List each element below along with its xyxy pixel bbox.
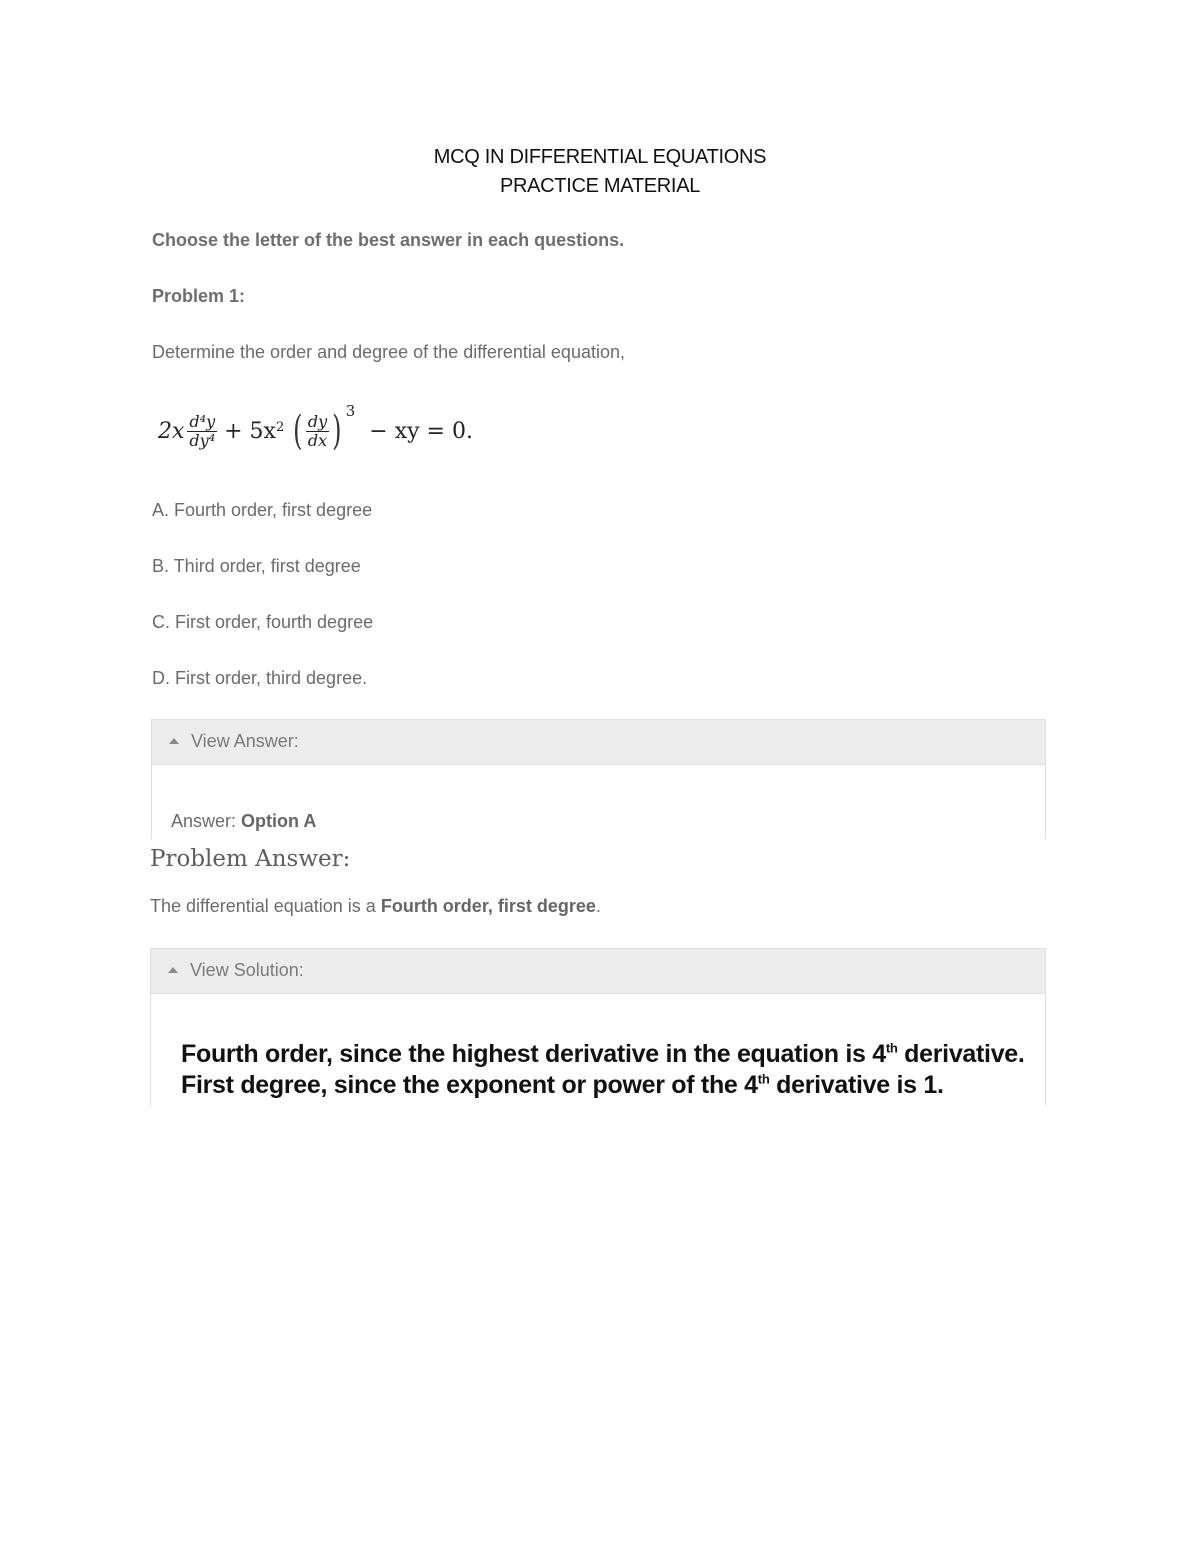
solution-line-1-prefix: Fourth order, since the highest derivative in the equation is 4 <box>181 1040 886 1068</box>
eq-plus-term: + 5x <box>224 418 276 444</box>
eq-cube-exponent: 3 <box>345 402 356 420</box>
solution-line-2-prefix: First degree, since the exponent or power of the 4 <box>181 1071 758 1099</box>
eq-frac1-denominator: dy⁴ <box>189 430 216 450</box>
eq-fraction-1 <box>187 413 217 450</box>
eq-left-paren: ( <box>293 408 303 454</box>
solution-line-2 <box>181 1071 944 1100</box>
caret-up-icon <box>168 967 178 973</box>
title-line-1: MCQ IN DIFFERENTIAL EQUATIONS <box>433 146 767 168</box>
document-title <box>0 143 1200 201</box>
solution-line-1-suffix: derivative. <box>897 1040 1025 1068</box>
question-text: Determine the order and degree of the differential equation, <box>152 342 625 362</box>
option-d: D. First order, third degree. <box>152 668 368 688</box>
eq-coef-1: 2x <box>158 418 185 444</box>
problem-answer-suffix: . <box>595 896 601 916</box>
solution-line-2-sup: th <box>757 1071 770 1087</box>
title-line-2: PRACTICE MATERIAL <box>499 175 701 197</box>
answer-prefix: Answer: <box>171 811 242 831</box>
eq-frac2-denominator: dx <box>307 430 328 450</box>
problem-answer-text <box>150 896 601 917</box>
answer-text <box>171 811 316 832</box>
problem-label: Problem 1: <box>152 286 246 306</box>
eq-tail: − xy = 0. <box>369 418 473 444</box>
differential-equation <box>158 398 473 464</box>
view-answer-toggle[interactable] <box>151 719 1046 765</box>
view-answer-label: View Answer: <box>191 731 299 751</box>
view-solution-toggle[interactable] <box>150 948 1046 994</box>
eq-frac1-numerator: d⁴y <box>189 411 216 431</box>
solution-line-1 <box>181 1040 1025 1069</box>
eq-square-exponent: 2 <box>275 419 285 435</box>
problem-answer-heading: Problem Answer: <box>150 846 351 872</box>
answer-value: Option A <box>241 811 317 831</box>
problem-answer-bold: Fourth order, first degree <box>380 896 596 916</box>
option-c: C. First order, fourth degree <box>152 612 374 632</box>
caret-up-icon <box>169 738 179 744</box>
view-solution-label: View Solution: <box>190 960 304 980</box>
instructions: Choose the letter of the best answer in each questions. <box>152 230 625 250</box>
problem-answer-prefix: The differential equation is a <box>150 896 381 916</box>
solution-line-2-suffix: derivative is 1. <box>769 1071 944 1099</box>
eq-right-paren: ) <box>332 408 342 454</box>
option-a: A. Fourth order, first degree <box>152 500 373 520</box>
option-b: B. Third order, first degree <box>152 556 361 576</box>
eq-fraction-2 <box>306 413 329 450</box>
eq-frac2-numerator: dy <box>307 411 328 431</box>
solution-line-1-sup: th <box>885 1040 898 1056</box>
